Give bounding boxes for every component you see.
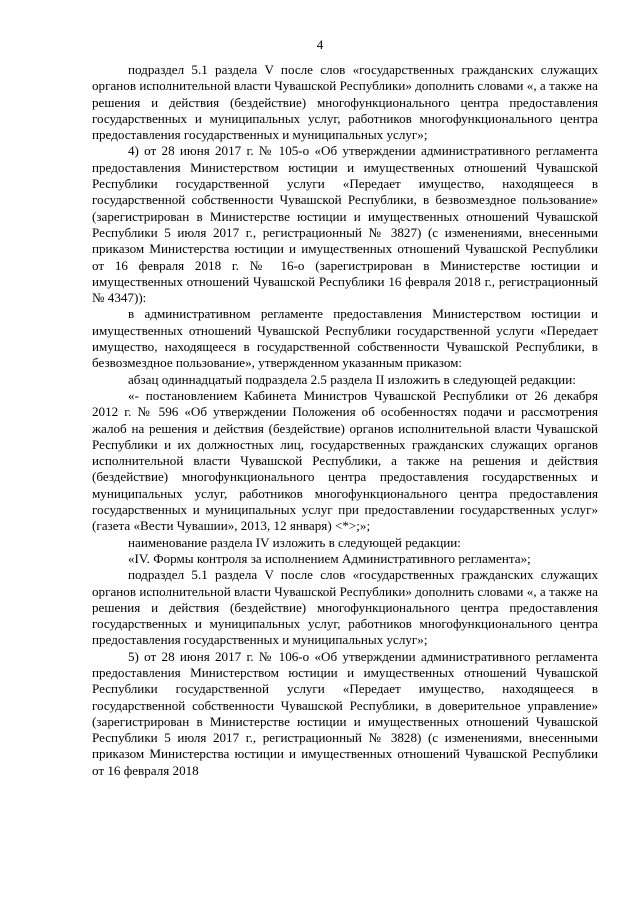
paragraph: «IV. Формы контроля за исполнением Административного регламента»; [128,550,531,566]
paragraph: подраздел 5.1 раздела V после слов «государственных гражданских служащих органов исполнительной власти Чувашской Республики» дополнить словами «, а также на решения и действия (бездействие) многофункционального центра предоставления государственных и муниципальных услуг, работников многофункционального центра предоставления государственных и муниципальных услуг»; [92,62,598,143]
page-number: 4 [316,37,324,52]
paragraph: в административном регламенте предоставления Министерством юстиции и имущественных отношений Чувашской Республики государственной услуги «Передает имущество, находящееся в государственной собственности Чувашской Республики, в безвозмездное пользование», утвержденном указанным приказом: [92,306,598,371]
paragraph: 5) от 28 июня 2017 г. № 106-о «Об утверждении административного регламента предоставления Министерством юстиции и имущественных отношений Чувашской Республики государственной услуги «Передает имущество, находящееся в государственной собственности Чувашской Республики, в доверительное управление» (зарегистрирован в Министерстве юстиции и имущественных отношений Чувашской Республики 5 июля 2017 г., регистрационный № 3828) (с изменениями, внесенными приказом Министерства юстиции и имущественных отношений Чувашской Республики от 16 февраля 2018 [92,648,598,778]
paragraph: подраздел 5.1 раздела V после слов «государственных гражданских служащих органов исполнительной власти Чувашской Республики» дополнить словами «, а также на решения и действия (бездействие) многофункционального центра предоставления государственных и муниципальных услуг, работников многофункционального центра предоставления государственных и муниципальных услуг»; [92,567,598,648]
paragraph: наименование раздела IV изложить в следующей редакции: [128,534,461,550]
paragraph: «- постановлением Кабинета Министров Чувашской Республики от 26 декабря 2012 г. № 596 «Об утверждении Положения об особенностях подачи и рассмотрения жалоб на решения и действия (бездействие) органов исполнительной власти Чувашской Республики и их должностных лиц, государственных гражданских служащих органов исполнительной власти Чувашской Республики, а также на решения и действия (бездействие) многофункционального центра предоставления государственных и муниципальных услуг, работников многофункционального центра предоставления государственных и муниципальных услуг при предоставлении государственных услуг» (газета «Вести Чувашии», 2013, 12 января) <*>;»; [92,387,598,534]
paragraph: 4) от 28 июня 2017 г. № 105-о «Об утверждении административного регламента предоставления Министерством юстиции и имущественных отношений Чувашской Республики государственной услуги «Передает имущество, находящееся в государственной собственности Чувашской Республики, в безвозмездное пользование» (зарегистрирован в Министерстве юстиции и имущественных отношений Чувашской Республики 5 июля 2017 г., регистрационный № 3827) (с изменениями, внесенными приказом Министерства юстиции и имущественных отношений Чувашской Республики от 16 февраля 2018 г. № 16-о (зарегистрирован в Министерстве юстиции и имущественных отношений Чувашской Республики 16 февраля 2018 г., регистрационный № 4347)): [92,143,598,306]
paragraph: абзац одиннадцатый подраздела 2.5 раздела II изложить в следующей редакции: [128,371,576,387]
document-body [92,62,598,779]
